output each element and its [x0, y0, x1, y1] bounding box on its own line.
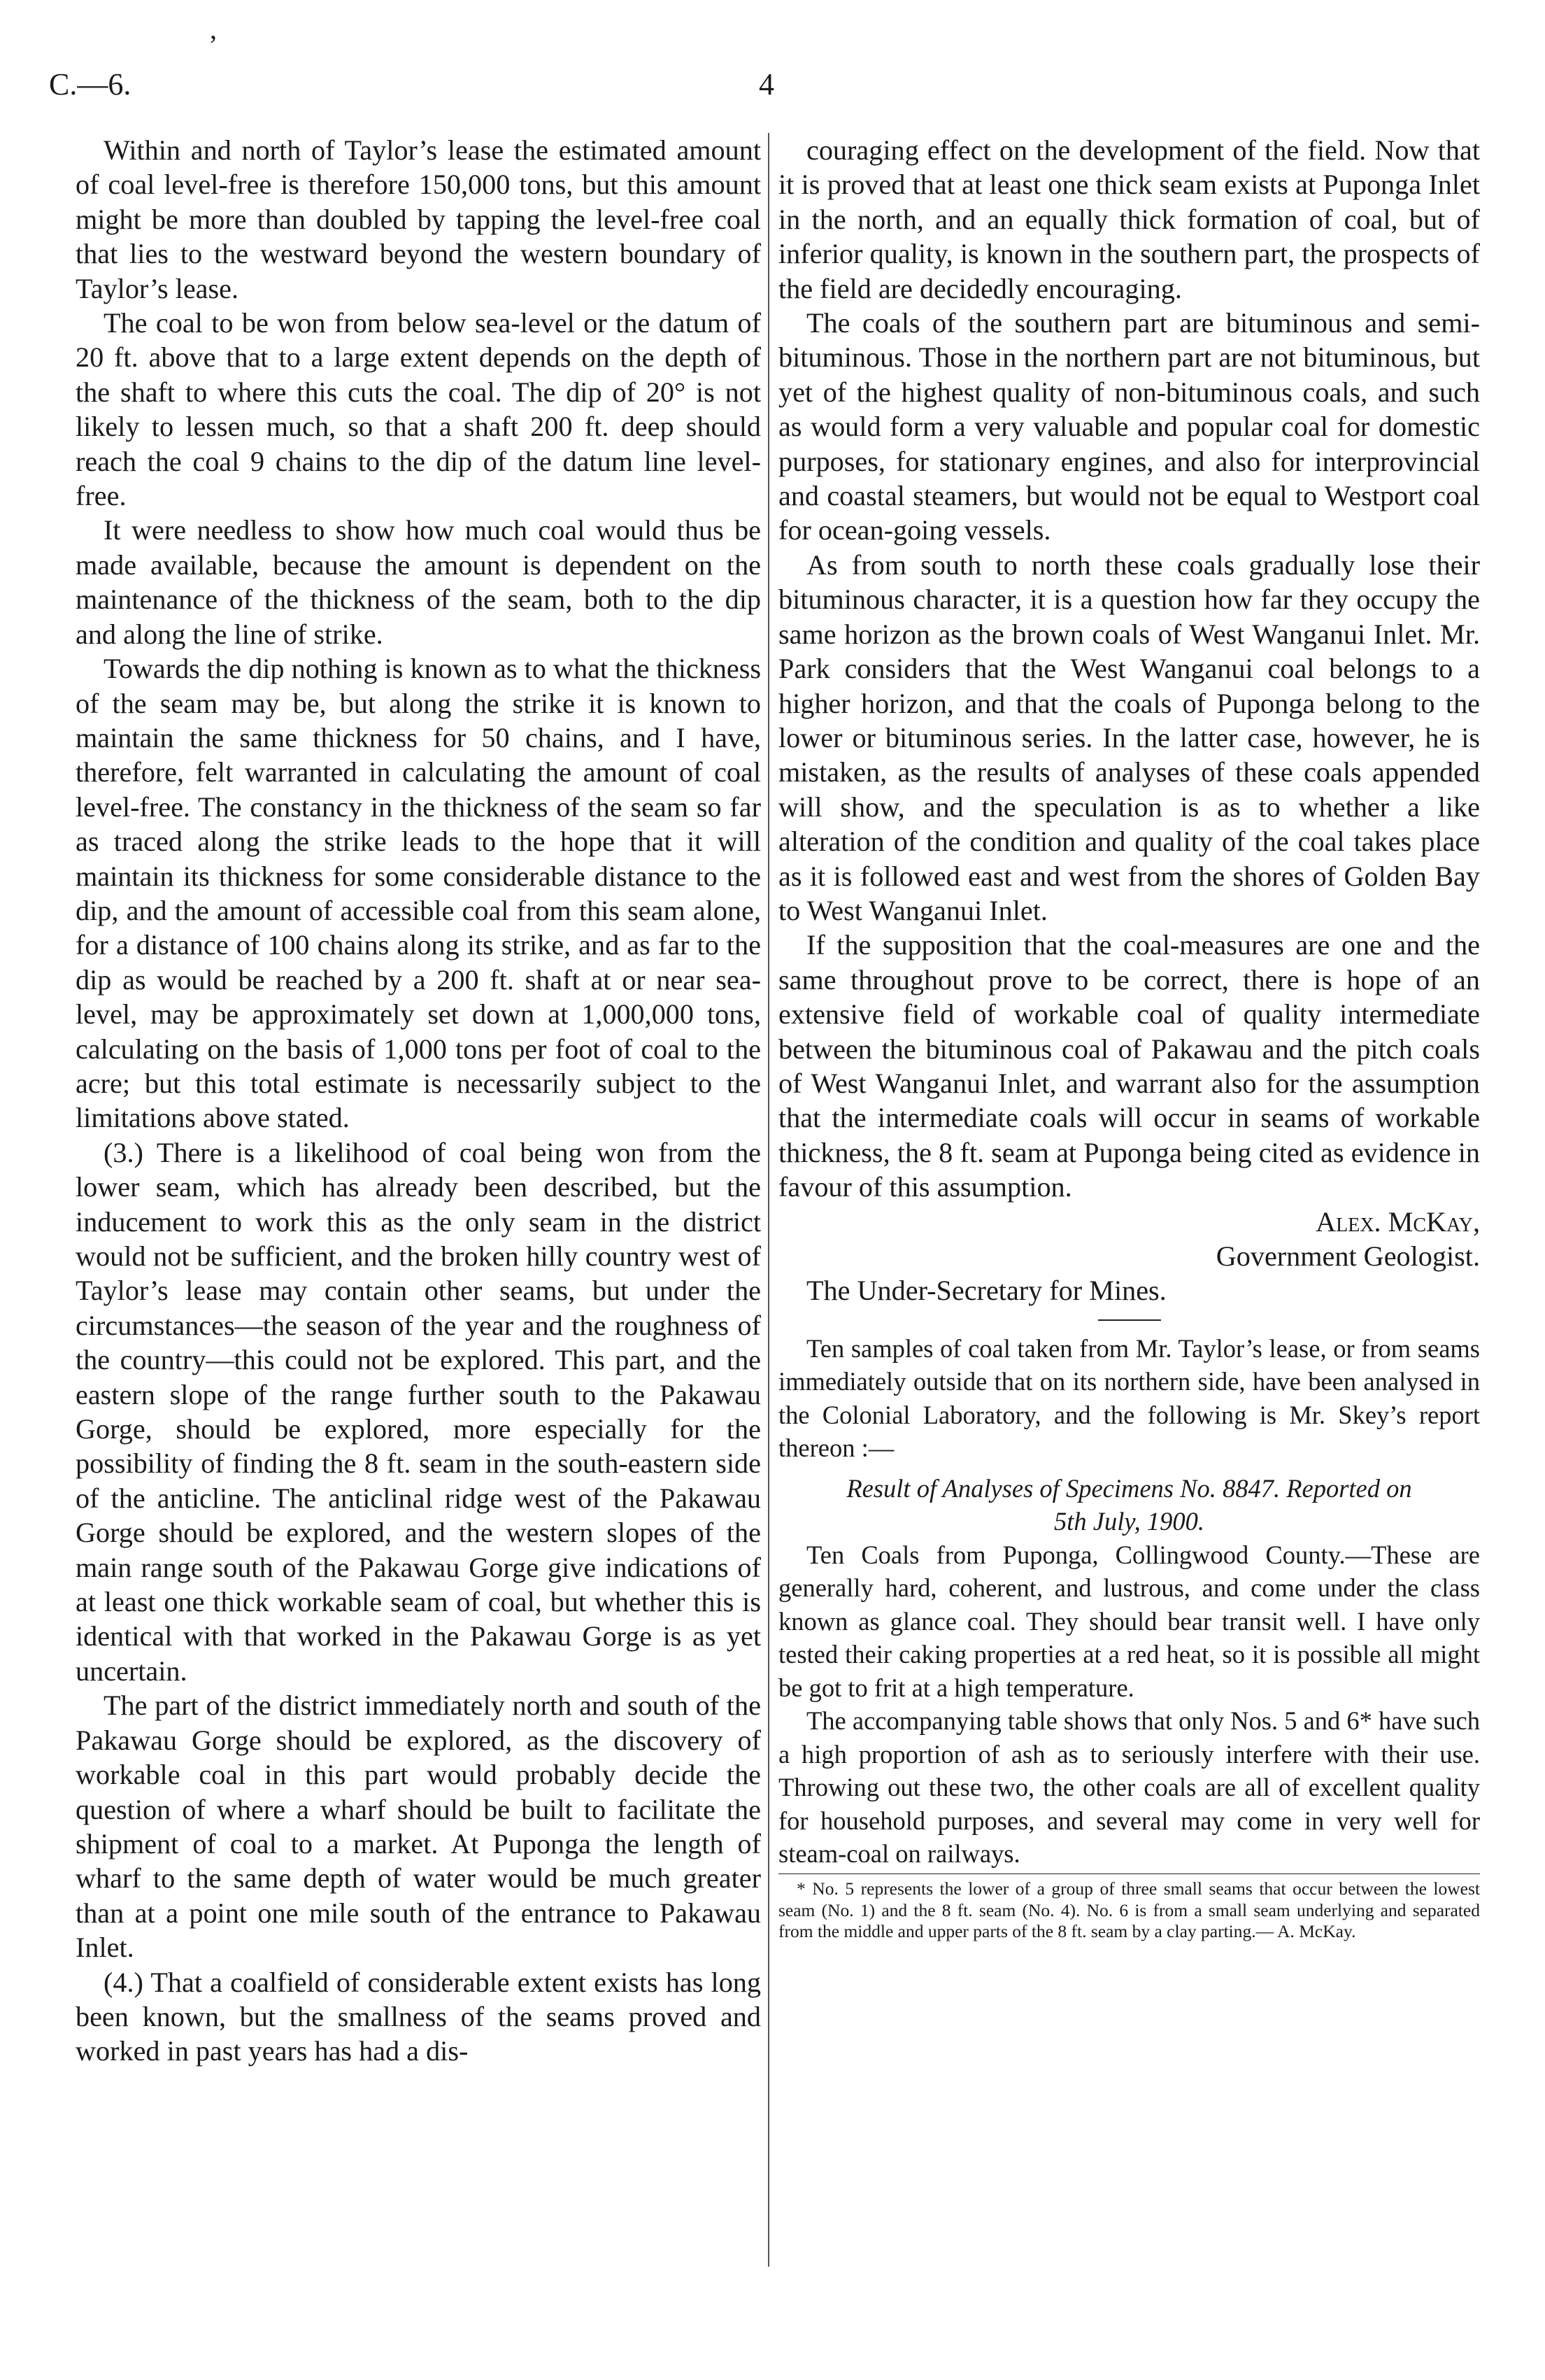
analysis-intro: Ten samples of coal taken from Mr. Taylor’s lease, or from seams immediately outside that on its northern side, have been analysed in the Colonial Laboratory, and the following is Mr. Skey’s report thereon :—	[778, 1333, 1480, 1463]
paragraph: The part of the district immediately north and south of the Pakawau Gorge should be explored, as the discovery of workable coal in this part would probably decide the question of where a wharf should be built to facilitate the shipment of coal to a market. At Puponga the length of wharf to the same depth of water would be much greater than at a point one mile south of the entrance to Pakawau Inlet.	[76, 1690, 761, 1964]
signature-title: Government Geologist.	[1216, 1240, 1480, 1272]
analysis-paragraph: The accompanying table shows that only Nos. 5 and 6* have such a high proportion of ash as to seriously interfere with their use. Throwing out these two, the other coals are all of excellent quality for household purposes, and several may come in very well for steam-coal on railways.	[778, 1706, 1480, 1869]
section-rule	[1098, 1319, 1161, 1321]
left-column	[76, 133, 761, 2069]
footnote: * No. 5 represents the lower of a group of three small seams that occur between the lowest seam (No. 1) and the 8 ft. seam (No. 4). No. 6 is from a small seam underlying and separated from the middle and upper parts of the 8 ft. seam by a clay parting.— A. McKay.	[778, 1878, 1480, 1942]
analysis-heading: Result of Analyses of Specimens No. 8847. Reported on	[846, 1473, 1412, 1503]
document-reference: C.—6.	[49, 67, 131, 101]
page-number: 4	[759, 67, 774, 101]
footnote-rule	[778, 1873, 1480, 1875]
paragraph: couraging effect on the development of the field. Now that it is proved that at least one thick seam exists at Puponga Inlet in the north, and an equally thick formation of coal, but of inferior quality, is known in the southern part, the prospects of the field are decidedly encouraging.	[778, 134, 1480, 304]
paragraph: The coals of the southern part are bituminous and semi-bituminous. Those in the northern part are not bituminous, but yet of the highest quality of non-bituminous coals, and such as would form a very valuable and popular coal for domestic purposes, for stationary engines, and also for interprovincial and coastal steamers, but would not be equal to Westport coal for ocean-going vessels.	[778, 307, 1480, 546]
paragraph: Within and north of Taylor’s lease the estimated amount of coal level-free is therefore 150,000 tons, but this amount might be more than doubled by tapping the level-free coal that lies to the westward beyond the western boundary of Taylor’s lease.	[76, 134, 761, 304]
signature-name-text: Alex. McKay,	[1316, 1205, 1480, 1238]
stray-mark: ,	[210, 13, 217, 45]
analysis-paragraph: Ten Coals from Puponga, Collingwood County.—These are generally hard, coherent, and lustrous, and come under the class known as glance coal. They should bear transit well. I have only tested their caking properties at a red heat, so it is possible all might be got to frit at a high temperature.	[778, 1540, 1480, 1702]
paragraph: (4.) That a coalfield of considerable extent exists has long been known, but the smallness of the seams proved and worked in past years has had a dis-	[76, 1966, 761, 2067]
paragraph: It were needless to show how much coal would thus be made available, because the amount is dependent on the maintenance of the thickness of the seam, both to the dip and along the line of strike.	[76, 514, 761, 650]
paragraph: Towards the dip nothing is known as to what the thickness of the seam may be, but along the strike it is known to maintain the same thickness for 50 chains, and I have, therefore, felt warranted in calculating the amount of coal level-free. The constancy in the thickness of the seam so far as traced along the strike leads to the hope that it will maintain its thickness for some considerable distance to the dip, and the amount of accessible coal from this seam alone, for a distance of 100 chains along its strike, and as far to the dip as would be reached by a 200 ft. shaft at or near sea-level, may be approximately set down at 1,000,000 tons, calculating on the basis of 1,000 tons per foot of coal to the acre; but this total estimate is necessarily subject to the limitations above stated.	[76, 653, 761, 1134]
right-column	[778, 133, 1480, 1943]
addressee: The Under-Secretary for Mines.	[806, 1275, 1167, 1307]
column-divider	[768, 133, 769, 2267]
signature-name	[778, 1205, 1480, 1239]
paragraph: The coal to be won from below sea-level or the datum of 20 ft. above that to a large extent depends on the depth of the shaft to where this cuts the coal. The dip of 20° is not likely to lessen much, so that a shaft 200 ft. deep should reach the coal 9 chains to the dip of the datum line level-free.	[76, 307, 761, 512]
analysis-heading-date: 5th July, 1900.	[1054, 1507, 1204, 1536]
paragraph: (3.) There is a likelihood of coal being won from the lower seam, which has already been described, but the inducement to work this as the only seam in the district would not be sufficient, and the broken hilly country west of Taylor’s lease may contain other seams, but under the circumstances—the season of the year and the roughness of the country—this could not be explored. This part, and the eastern slope of the range further south to the Pakawau Gorge, should be explored, more especially for the possibility of finding the 8 ft. seam in the south-eastern side of the anticline. The anticlinal ridge west of the Pakawau Gorge should be explored, and the western slopes of the main range south of the Pakawau Gorge give indications of at least one thick workable seam of coal, but whether this is identical with that worked in the Pakawau Gorge is as yet uncertain.	[76, 1136, 761, 1687]
paragraph: As from south to north these coals gradually lose their bituminous character, it is a question how far they occupy the same horizon as the brown coals of West Wanganui Inlet. Mr. Park considers that the West Wanganui coal belongs to a higher horizon, and that the coals of Puponga belong to the lower or bituminous series. In the latter case, however, he is mistaken, as the results of analyses of these coals appended will show, and the speculation is as to whether a like alteration of the condition and quality of the coal takes place as it is followed east and west from the shores of Golden Bay to West Wanganui Inlet.	[778, 548, 1480, 926]
paragraph: If the supposition that the coal-measures are one and the same throughout prove to be correct, there is hope of an extensive field of workable coal of quality intermediate between the bituminous coal of Pakawau and the pitch coals of West Wanganui Inlet, and warrant also for the assumption that the intermediate coals will occur in seams of workable thickness, the 8 ft. seam at Puponga being cited as evidence in favour of this assumption.	[778, 929, 1480, 1203]
